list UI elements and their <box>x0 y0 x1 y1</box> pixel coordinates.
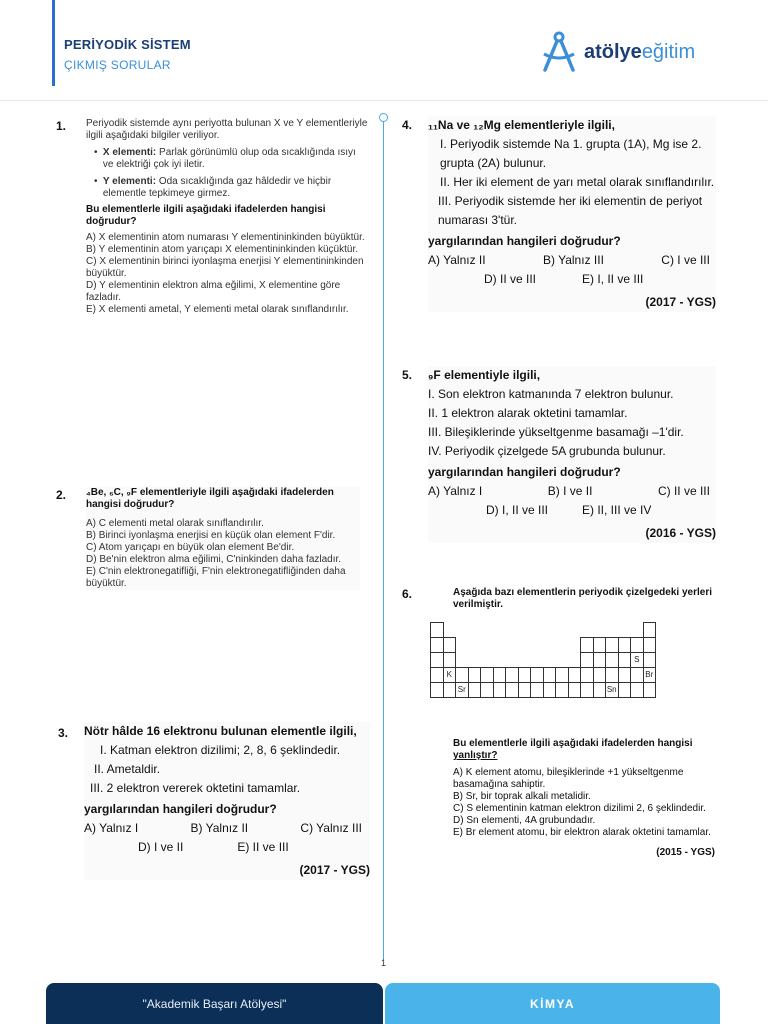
periodic-cell <box>556 623 569 638</box>
q3-option: B) Yalnız II <box>190 821 249 835</box>
q2-stem: elementleriyle ilgili aşağıdaki ifadelerden hangisi doğrudur? <box>86 487 334 510</box>
q5-stem: ₉F elementiyle ilgili, <box>428 368 541 382</box>
brand-name <box>584 41 695 64</box>
periodic-cell <box>431 638 444 653</box>
q1-option: D) Y elementinin elektron alma eğilimi, X elementine göre fazladır. <box>86 280 341 303</box>
periodic-cell <box>431 653 444 668</box>
q5-reference: (2016 - YGS) <box>645 526 716 540</box>
q6-question-emphasis: yanlıştır? <box>453 750 498 761</box>
q3-number: 3. <box>58 726 69 740</box>
q2-option: E) C'nin elektronegatifliği, F'nin elektronegatifliğinden daha büyüktür. <box>86 566 346 589</box>
q2-number: 2. <box>56 488 67 502</box>
periodic-cell-k: K <box>443 668 456 683</box>
periodic-cell <box>606 668 619 683</box>
page-number: 1 <box>381 958 387 968</box>
q4-option: C) I ve III <box>661 253 710 267</box>
periodic-cell <box>631 638 644 653</box>
q1-bullet-text: Parlak görünümlü olup oda sıcaklığında ısıyı ve elektriği çok iyi iletir. <box>102 147 356 170</box>
q4-stem: ₁₁Na ve ₁₂Mg elementleriyle ilgili, <box>428 118 615 132</box>
q3-statement: I. Katman elektron dizilimi; 2, 8, 6 şeklindedir. <box>100 743 341 757</box>
q6-question: Bu elementlerle ilgili aşağıdaki ifadelerden hangisi <box>453 738 693 749</box>
q2-option: A) C elementi metal olarak sınıflandırılır. <box>86 518 264 529</box>
q5-option: C) II ve III <box>657 484 710 498</box>
q6-option: C) S elementinin katman elektron dizilimi 2, 6 şeklindedir. <box>453 803 706 814</box>
periodic-cell <box>618 683 631 698</box>
periodic-cell <box>631 668 644 683</box>
periodic-cell <box>468 653 481 668</box>
periodic-cell <box>606 623 619 638</box>
periodic-cell <box>481 668 494 683</box>
q2-elements: ₄Be, ₆C, ₉F <box>86 487 138 498</box>
q1-bullet-text: Oda sıcaklığında gaz hâldedir ve hiçbir elementle tepkimeye girmez. <box>102 176 332 199</box>
periodic-cell <box>481 653 494 668</box>
q3-reference: (2017 - YGS) <box>299 863 370 877</box>
periodic-cell <box>468 623 481 638</box>
periodic-cell <box>568 683 581 698</box>
q1-option: A) X elementinin atom numarası Y elementininkinden büyüktür. <box>86 232 365 243</box>
q3-option: C) Yalnız III <box>300 821 362 835</box>
q3-block <box>84 722 370 880</box>
periodic-cell <box>568 638 581 653</box>
periodic-cell <box>531 638 544 653</box>
periodic-cell <box>443 683 456 698</box>
q4-statement: III. Periyodik sistemde her iki elementin de periyot numarası 3'tür. <box>438 194 703 227</box>
periodic-cell <box>443 623 456 638</box>
periodic-cell <box>606 653 619 668</box>
q6-option: D) Sn elementi, 4A grubundadır. <box>453 815 596 826</box>
q4-number: 4. <box>402 118 413 132</box>
q1-intro: Periyodik sistemde aynı periyotta bulunan X ve Y elementleriyle ilgili aşağıdaki bilgiler veriliyor. <box>86 118 368 141</box>
compass-icon <box>540 30 578 74</box>
q6-option: E) Br element atomu, bir elektron alarak oktetini tamamlar. <box>453 827 711 838</box>
q5-number: 5. <box>402 368 413 382</box>
periodic-cell <box>506 683 519 698</box>
periodic-cell-br: Br <box>643 668 656 683</box>
periodic-cell <box>568 653 581 668</box>
q5-options-row <box>428 482 716 501</box>
periodic-cell <box>543 668 556 683</box>
q5-statement: III. Bileşiklerinde yükseltgenme basamağı –1'dir. <box>428 425 684 439</box>
q2-option: C) Atom yarıçapı en büyük olan element Be'dir. <box>86 542 295 553</box>
periodic-cell <box>443 638 456 653</box>
periodic-cell <box>456 668 469 683</box>
periodic-cell <box>568 623 581 638</box>
q2-block <box>86 487 360 590</box>
q5-option: E) II, III ve IV <box>582 503 652 517</box>
q2-option: D) Be'nin elektron alma eğilimi, C'ninkinden daha fazladır. <box>86 554 342 565</box>
q3-stem: Nötr hâlde 16 elektronu bulunan elementle ilgili, <box>84 724 357 738</box>
q6-number: 6. <box>402 587 413 601</box>
q4-options-row <box>428 251 716 270</box>
periodic-cell <box>581 638 594 653</box>
periodic-cell <box>531 653 544 668</box>
periodic-cell <box>481 683 494 698</box>
periodic-cell <box>506 653 519 668</box>
periodic-cell <box>631 623 644 638</box>
q1-question: Bu elementlerle ilgili aşağıdaki ifadelerden hangisi doğrudur? <box>86 204 326 227</box>
periodic-cell <box>456 653 469 668</box>
periodic-cell-sr: Sr <box>456 683 469 698</box>
periodic-cell <box>631 683 644 698</box>
periodic-cell <box>493 683 506 698</box>
periodic-cell <box>556 683 569 698</box>
periodic-cell <box>493 653 506 668</box>
periodic-cell <box>431 683 444 698</box>
q4-option: E) I, II ve III <box>582 272 644 286</box>
periodic-cell <box>543 638 556 653</box>
periodic-cell <box>493 638 506 653</box>
footer-slogan: "Akademik Başarı Atölyesi" <box>46 983 383 1024</box>
q5-statement: II. 1 elektron alarak oktetini tamamlar. <box>428 406 628 420</box>
periodic-cell <box>593 668 606 683</box>
brand-name-accent: eğitim <box>641 40 696 63</box>
q6-stem: Aşağıda bazı elementlerin periyodik çizelgedeki yerleri verilmiştir. <box>453 587 712 610</box>
periodic-cell <box>506 638 519 653</box>
q4-option: B) Yalnız III <box>542 253 604 267</box>
q5-statement: I. Son elektron katmanında 7 elektron bulunur. <box>428 387 674 401</box>
q1-option: C) X elementinin birinci iyonlaşma enerjisi Y elementininkinden büyüktür. <box>86 256 364 279</box>
periodic-cell-s: S <box>631 653 644 668</box>
q5-option: A) Yalnız I <box>428 484 483 498</box>
q4-question: yargılarından hangileri doğrudur? <box>428 234 621 248</box>
periodic-cell <box>618 638 631 653</box>
periodic-cell <box>643 653 656 668</box>
q4-statement: II. Her iki element de yarı metal olarak sınıflandırılır. <box>440 175 715 189</box>
periodic-cell <box>618 623 631 638</box>
periodic-cell <box>493 623 506 638</box>
periodic-cell-sn: Sn <box>606 683 619 698</box>
q3-question: yargılarından hangileri doğrudur? <box>84 802 277 816</box>
periodic-cell <box>431 623 444 638</box>
q4-block <box>428 116 716 312</box>
q4-reference: (2017 - YGS) <box>645 295 716 309</box>
q4-options-row <box>428 270 716 289</box>
periodic-cell <box>456 638 469 653</box>
q6-block <box>453 738 715 859</box>
q1-option: E) X elementi ametal, Y elementi metal olarak sınıflandırılır. <box>86 304 349 315</box>
q5-block <box>428 366 716 543</box>
q1-bullet-label: Y elementi: <box>102 176 157 187</box>
q6-option: B) Sr, bir toprak alkali metalidir. <box>453 791 591 802</box>
periodic-cell <box>531 683 544 698</box>
q1-block <box>86 118 368 316</box>
header-accent-bar <box>52 0 55 86</box>
periodic-cell <box>618 653 631 668</box>
q3-options-row <box>84 819 370 838</box>
column-divider <box>383 118 384 960</box>
periodic-cell <box>581 668 594 683</box>
periodic-cell <box>481 623 494 638</box>
brand-logo <box>540 28 695 76</box>
brand-name-main: atölye <box>584 40 642 63</box>
periodic-cell <box>443 653 456 668</box>
q3-statement: II. Ametaldir. <box>94 762 161 776</box>
periodic-cell <box>606 638 619 653</box>
periodic-cell <box>593 638 606 653</box>
periodic-cell <box>643 638 656 653</box>
periodic-cell <box>593 653 606 668</box>
periodic-cell <box>518 683 531 698</box>
periodic-cell <box>506 623 519 638</box>
periodic-cell <box>581 683 594 698</box>
periodic-cell <box>593 683 606 698</box>
q5-option: D) I, II ve III <box>486 503 549 517</box>
periodic-table-grid <box>430 622 656 698</box>
periodic-cell <box>518 623 531 638</box>
periodic-cell <box>531 668 544 683</box>
q4-option: A) Yalnız II <box>428 253 486 267</box>
q3-statement: III. 2 elektron vererek oktetini tamamlar. <box>90 781 301 795</box>
footer-subject: KİMYA <box>385 983 720 1024</box>
periodic-cell <box>531 623 544 638</box>
periodic-cell <box>518 638 531 653</box>
q3-options-row <box>84 838 370 857</box>
periodic-cell <box>581 623 594 638</box>
q1-bullet: • Y elementi: Oda sıcaklığında gaz hâldedir ve hiçbir elementle tepkimeye girmez. <box>94 176 332 199</box>
q5-options-row <box>428 501 716 520</box>
q1-bullet: • X elementi: Parlak görünümlü olup oda sıcaklığında ısıyı ve elektriği çok iyi iletir. <box>94 147 356 170</box>
periodic-cell <box>468 668 481 683</box>
q3-option: D) I ve II <box>138 840 184 854</box>
periodic-cell <box>468 638 481 653</box>
q3-option: E) II ve III <box>237 840 289 854</box>
periodic-cell <box>556 668 569 683</box>
q6-option: A) K element atomu, bileşiklerinde +1 yükseltgenme basamağına sahiptir. <box>453 767 684 790</box>
periodic-cell <box>518 653 531 668</box>
periodic-cell <box>543 683 556 698</box>
periodic-cell <box>518 668 531 683</box>
q1-option: B) Y elementinin atom yarıçapı X elementininkinden küçüktür. <box>86 244 359 255</box>
periodic-cell <box>568 668 581 683</box>
periodic-cell <box>593 623 606 638</box>
periodic-cell <box>543 623 556 638</box>
q2-option: B) Birinci iyonlaşma enerjisi en küçük olan element F'dir. <box>86 530 336 541</box>
q3-option: A) Yalnız I <box>84 821 139 835</box>
q6-reference: (2015 - YGS) <box>656 847 715 858</box>
column-divider-dot <box>379 113 388 122</box>
periodic-cell <box>493 668 506 683</box>
page-title: PERİYODİK SİSTEM <box>64 37 191 52</box>
periodic-table <box>430 622 656 698</box>
periodic-cell <box>456 623 469 638</box>
header-divider <box>0 100 768 101</box>
q4-option: D) II ve III <box>484 272 537 286</box>
q5-question: yargılarından hangileri doğrudur? <box>428 465 621 479</box>
periodic-cell <box>618 668 631 683</box>
periodic-cell <box>643 623 656 638</box>
page-subtitle: ÇIKMIŞ SORULAR <box>64 58 171 72</box>
periodic-cell <box>581 653 594 668</box>
q1-number: 1. <box>56 119 67 133</box>
periodic-cell <box>468 683 481 698</box>
periodic-cell <box>556 638 569 653</box>
periodic-cell <box>543 653 556 668</box>
q1-bullet-label: X elementi: <box>102 147 157 158</box>
periodic-cell <box>506 668 519 683</box>
periodic-cell <box>431 668 444 683</box>
periodic-cell <box>556 653 569 668</box>
q5-option: B) I ve II <box>547 484 593 498</box>
q4-statement: I. Periyodik sistemde Na 1. grupta (1A), Mg ise 2. grupta (2A) bulunur. <box>440 137 702 170</box>
periodic-cell <box>643 683 656 698</box>
q5-statement: IV. Periyodik çizelgede 5A grubunda bulunur. <box>428 444 666 458</box>
periodic-cell <box>481 638 494 653</box>
